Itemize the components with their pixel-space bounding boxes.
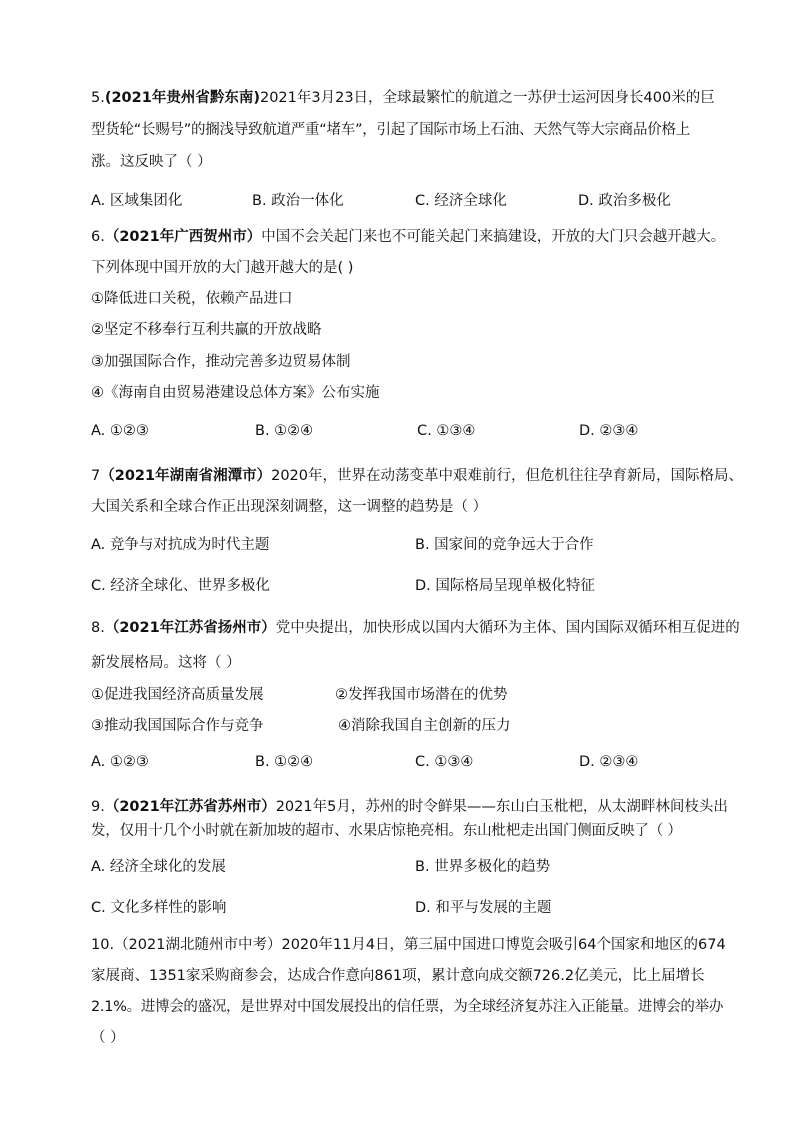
question-5-line-1: 5.(2021年贵州省黔东南)2021年3月23日，全球最繁忙的航道之一苏伊士运河因身长400米的巨 bbox=[91, 90, 715, 106]
question-6-line-1: 6.（2021年广西贺州市）中国不会关起门来也不可能关起门来搞建设，开放的大门只会越开越大。 bbox=[91, 229, 726, 245]
question-8-line-2: 新发展格局。这将（ ） bbox=[91, 655, 241, 671]
option-d[interactable]: D. 和平与发展的主题 bbox=[415, 900, 552, 916]
option-d[interactable]: D. 国际格局呈现单极化特征 bbox=[415, 578, 595, 594]
question-6-source: （2021年广西贺州市） bbox=[104, 229, 262, 245]
option-a[interactable]: A. 区域集团化 bbox=[91, 193, 183, 209]
option-c[interactable]: C. ①③④ bbox=[417, 423, 476, 439]
question-8-statement-2: ②发挥我国市场潜在的优势 bbox=[335, 687, 508, 703]
question-7-line-2: 大国关系和全球合作正出现深刻调整，这一调整的趋势是（ ） bbox=[91, 499, 488, 515]
option-a[interactable]: A. 经济全球化的发展 bbox=[91, 859, 226, 875]
question-8-statement-4: ④消除我国自主创新的压力 bbox=[338, 718, 511, 734]
question-7-line-1: 7（2021年湖南省湘潭市）2020年，世界在动荡变革中艰难前行，但危机往往孕育新局，国际格局、 bbox=[91, 468, 743, 484]
question-8-statement-1: ①促进我国经济高质量发展 bbox=[91, 687, 264, 703]
question-9-source: （2021年江苏省苏州市） bbox=[104, 799, 276, 815]
option-a[interactable]: A. 竞争与对抗成为时代主题 bbox=[91, 537, 270, 553]
question-10-line-1: 10.（2021湖北随州市中考）2020年11月4日，第三届中国进口博览会吸引64个国家和地区的674 bbox=[91, 937, 726, 953]
question-10-line-3: 2.1%。进博会的盛况，是世界对中国发展投出的信任票，为全球经济复苏注入正能量。进博会的举办 bbox=[91, 999, 724, 1015]
option-a[interactable]: A. ①②③ bbox=[91, 754, 149, 770]
question-6-statement-4: ④《海南自由贸易港建设总体方案》公布实施 bbox=[91, 385, 380, 401]
question-10-source: （2021湖北随州市中考） bbox=[114, 937, 282, 953]
question-9-line-1: 9.（2021年江苏省苏州市）2021年5月，苏州的时令鲜果——东山白玉枇杷，从太湖畔林间枝头出 bbox=[91, 799, 728, 815]
question-8-line-1: 8.（2021年江苏省扬州市）党中央提出，加快形成以国内大循环为主体、国内国际双循环相互促进的 bbox=[91, 620, 740, 636]
question-5 bbox=[91, 88, 715, 108]
question-5-source: (2021年贵州省黔东南) bbox=[104, 90, 260, 106]
question-5-line-2: 型货轮“长赐号”的搁浅导致航道严重“堵车”，引起了国际市场上石油、天然气等大宗商品价格上 bbox=[91, 122, 691, 138]
option-c[interactable]: C. 经济全球化 bbox=[415, 193, 507, 209]
question-6-statement-3: ③加强国际合作，推动完善多边贸易体制 bbox=[91, 354, 351, 370]
option-b[interactable]: B. ①②④ bbox=[255, 754, 314, 770]
option-c[interactable]: C. 经济全球化、世界多极化 bbox=[91, 578, 270, 594]
option-b[interactable]: B. ①②④ bbox=[255, 423, 314, 439]
question-10-line-2: 家展商、1351家采购商参会，达成合作意向861项，累计意向成交额726.2亿美元，比上届增长 bbox=[91, 968, 705, 984]
question-5-line-3: 涨。这反映了（ ） bbox=[91, 154, 212, 170]
option-d[interactable]: D. ②③④ bbox=[579, 423, 639, 439]
option-c[interactable]: C. ①③④ bbox=[415, 754, 474, 770]
option-b[interactable]: B. 政治一体化 bbox=[252, 193, 344, 209]
option-c[interactable]: C. 文化多样性的影响 bbox=[91, 900, 227, 916]
option-d[interactable]: D. ②③④ bbox=[579, 754, 639, 770]
question-8-source: （2021年江苏省扬州市） bbox=[104, 620, 276, 636]
question-6-statement-2: ②坚定不移奉行互利共赢的开放战略 bbox=[91, 322, 322, 338]
option-d[interactable]: D. 政治多极化 bbox=[578, 193, 671, 209]
question-7-source: （2021年湖南省湘潭市） bbox=[100, 468, 272, 484]
option-b[interactable]: B. 世界多极化的趋势 bbox=[415, 859, 551, 875]
question-9-line-2: 发，仅用十几个小时就在新加坡的超市、水果店惊艳亮相。东山枇杷走出国门侧面反映了（ ） bbox=[91, 823, 682, 839]
question-6-statement-1: ①降低进口关税，依赖产品进口 bbox=[91, 291, 293, 307]
question-10-line-4: （ ） bbox=[91, 1030, 125, 1046]
question-8-statement-3: ③推动我国国际合作与竞争 bbox=[91, 718, 264, 734]
option-a[interactable]: A. ①②③ bbox=[91, 423, 149, 439]
option-b[interactable]: B. 国家间的竞争远大于合作 bbox=[415, 537, 594, 553]
question-6-line-2: 下列体现中国开放的大门越开越大的是( ) bbox=[91, 260, 354, 276]
